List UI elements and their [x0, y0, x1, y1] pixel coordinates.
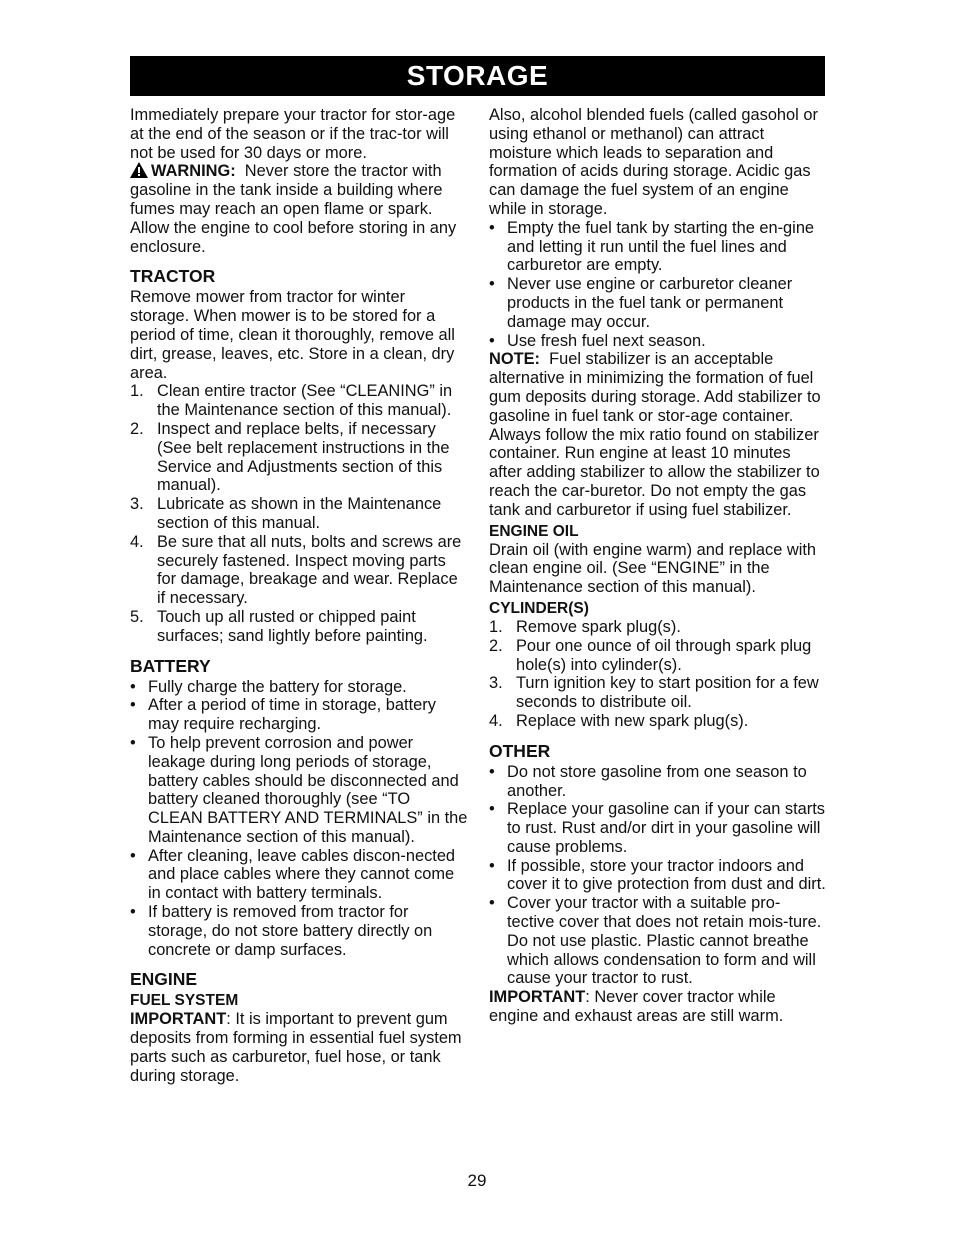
- cylinder-steps: [489, 618, 827, 731]
- list-item: 2. Pour one ounce of oil through spark plug hole(s) into cylinder(s).: [489, 636, 812, 674]
- important-label: IMPORTANT: [130, 1010, 227, 1029]
- list-item: • Never use engine or carburetor cleaner products in the fuel tank or permanent damage may occur.: [489, 275, 827, 331]
- important-text: : Never cover tractor while engine and exhaust areas are still warm.: [489, 988, 784, 1026]
- tractor-text: Remove mower from tractor for winter storage. When mower is to be stored for a period of time, clean it thoroughly, remove all dirt, grease, leaves, etc. Store in a clean, dry area.: [130, 288, 455, 382]
- list-item: 2. Inspect and replace belts, if necessary (See belt replacement instructions in the Service and Adjustments section of this manual).: [130, 419, 450, 495]
- engine-oil-text: Drain oil (with engine warm) and replace with clean engine oil. (See “ENGINE” in the Maintenance section of this manual).: [489, 540, 817, 597]
- note-paragraph: [489, 350, 827, 519]
- engine-heading: ENGINE: [130, 969, 198, 990]
- note-label: NOTE:: [489, 350, 540, 369]
- page-number: 29: [467, 1171, 487, 1190]
- warning-text: Never store the tractor with gasoline in the tank inside a building where fumes may reach an open flame or spark. Allow the engine to cool before storing in any enclosure.: [130, 162, 457, 256]
- list-item: 4. Be sure that all nuts, bolts and screws are securely fastened. Inspect moving parts for damage, breakage and wear. Replace if necessary.: [130, 532, 462, 608]
- other-important-paragraph: [489, 988, 827, 1026]
- list-item: • Use fresh fuel next season.: [489, 332, 827, 351]
- list-item: • If possible, store your tractor indoors and cover it to give protection from dust and dirt.: [489, 857, 827, 895]
- list-item: • To help prevent corrosion and power leakage during long periods of storage, battery cables should be disconnected and battery cleaned thoroughly (see “TO CLEAN BATTERY AND TERMINALS” in the Maintenance section of this manual).: [130, 734, 468, 847]
- page-title-bar: [130, 56, 825, 96]
- fuel-important-paragraph: [130, 1010, 468, 1085]
- list-item: • Empty the fuel tank by starting the en-gine and letting it run until the fuel lines and carburetor are empty.: [489, 219, 827, 275]
- list-item: • If battery is removed from tractor for storage, do not store battery directly on concrete or damp surfaces.: [130, 903, 468, 959]
- warning-icon: [130, 162, 148, 178]
- list-item: • Replace your gasoline can if your can starts to rust. Rust and/or dirt in your gasoline will cause problems.: [489, 800, 827, 856]
- page-title: STORAGE: [406, 60, 549, 91]
- list-item: • After cleaning, leave cables discon-nected and place cables where they cannot come in contact with battery terminals.: [130, 847, 468, 903]
- right-column: [489, 106, 827, 1026]
- intro-text: Immediately prepare your tractor for stor-age at the end of the season or if the trac-tor will not be used for 30 days or more.: [130, 106, 456, 162]
- fuel-system-heading: FUEL SYSTEM: [130, 992, 239, 1010]
- warning-label: WARNING:: [151, 162, 236, 181]
- list-item: • Cover your tractor with a suitable pro-tective cover that does not retain mois-ture. Do not use plastic. Plastic cannot breathe which allows condensation to form and will cause your tractor to rust.: [489, 894, 827, 988]
- warning-paragraph: [130, 162, 468, 256]
- left-column: [130, 106, 468, 1086]
- important-label: IMPORTANT: [489, 988, 586, 1007]
- list-item: 1. Clean entire tractor (See “CLEANING” in the Maintenance section of this manual).: [130, 382, 453, 420]
- note-text: Fuel stabilizer is an acceptable alternative in minimizing the formation of fuel gum deposits during storage. Add stabilizer to gasoline in fuel tank or stor-age container. Always follow the mix ratio found on stabilizer container. Run engine at least 10 minutes after adding stabilizer to allow the stabilizer to reach the car-buretor. Do not empty the gas tank and carburetor if using fuel stabilizer.: [489, 350, 821, 519]
- list-item: 5. Touch up all rusted or chipped paint surfaces; sand lightly before painting.: [130, 607, 428, 645]
- list-item: • Do not store gasoline from one season to another.: [489, 763, 827, 801]
- battery-list: [130, 678, 468, 960]
- list-item: 3. Turn ignition key to start position for a few seconds to distribute oil.: [489, 674, 819, 712]
- tractor-heading: TRACTOR: [130, 266, 216, 287]
- battery-heading: BATTERY: [130, 655, 211, 676]
- list-item: • After a period of time in storage, battery may require recharging.: [130, 696, 468, 734]
- other-heading: OTHER: [489, 740, 551, 761]
- list-item: • Fully charge the battery for storage.: [130, 678, 468, 697]
- other-list: [489, 763, 827, 989]
- list-item: 4. Replace with new spark plug(s).: [489, 711, 749, 730]
- list-item: 1. Remove spark plug(s).: [489, 617, 681, 636]
- important-text: : It is important to prevent gum deposits from forming in essential fuel system parts such as carburetor, fuel hose, or tank during storage.: [130, 1010, 462, 1085]
- cylinders-heading: CYLINDER(S): [489, 599, 589, 617]
- tractor-steps: [130, 382, 468, 645]
- list-item: 3. Lubricate as shown in the Maintenance section of this manual.: [130, 495, 442, 532]
- fuel-list: [489, 219, 827, 351]
- alcohol-fuel-text: Also, alcohol blended fuels (called gasohol or using ethanol or methanol) can attract moisture which leads to separation and formation of acids during storage. Acidic gas can damage the fuel system of an engine while in storage.: [489, 106, 818, 218]
- engine-oil-heading: ENGINE OIL: [489, 522, 579, 540]
